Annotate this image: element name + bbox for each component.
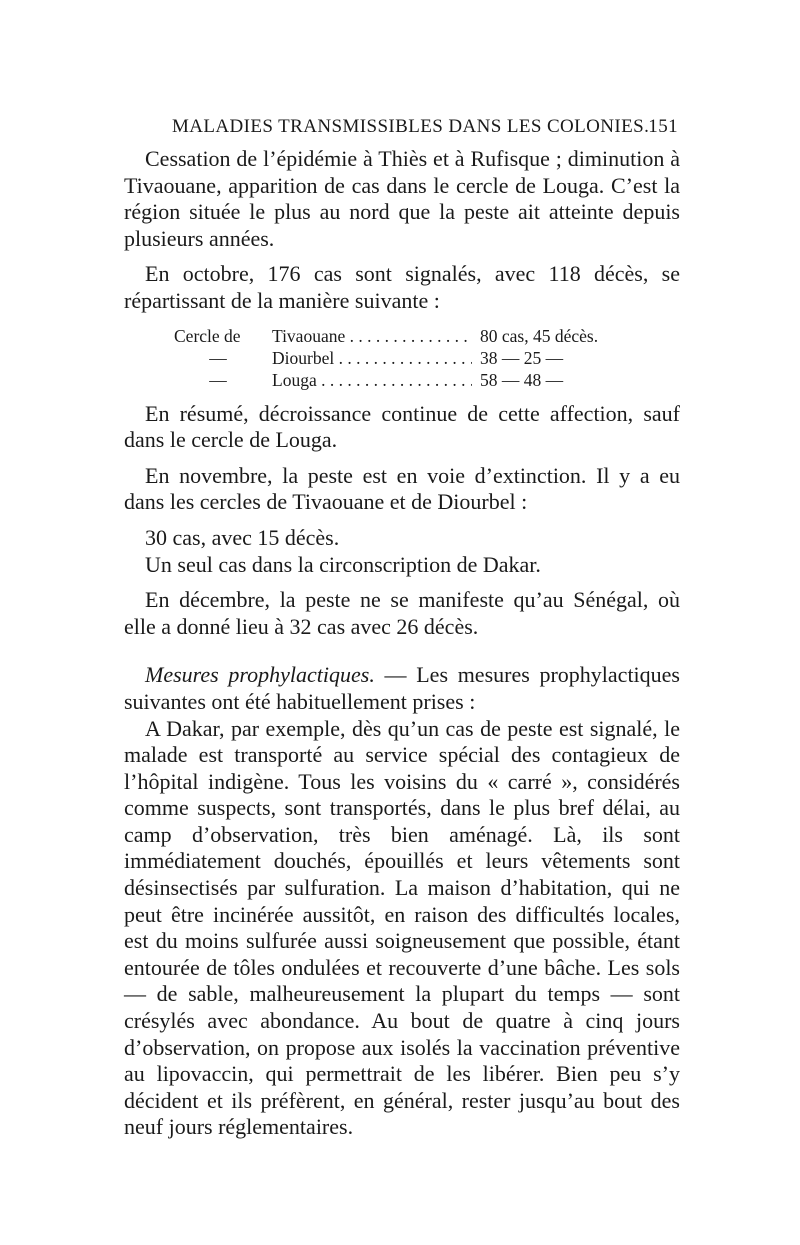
table-cell-label: — — [209, 369, 227, 390]
paragraph: Un seul cas dans la circonscription de Dakar. — [145, 551, 541, 577]
table-row — [174, 369, 644, 391]
table-cell-label: Cercle de — [174, 325, 241, 346]
body-text — [124, 146, 680, 1141]
table-cell-figures: 38 — 25 — — [480, 347, 564, 368]
paragraph — [124, 662, 680, 715]
table-row — [174, 325, 644, 347]
table-row — [174, 347, 644, 369]
table-cell-place: Tivaouane . . . — [272, 325, 472, 347]
section-title: Mesures prophylactiques. — [145, 662, 375, 688]
table-cell-figures: 58 — 48 — — [480, 369, 564, 390]
page-number: 151 — [648, 116, 678, 137]
page-header — [172, 116, 678, 142]
running-title: MALADIES TRANSMISSIBLES DANS LES COLONIES. — [172, 116, 650, 137]
paragraph: A Dakar, par exemple, dès qu’un cas de peste est signalé, le malade est transporté au service spécial des contagieux de l’hôpital indigène. Tous les voisins du « carré », considérés comme suspects, sont transportés, dans le plus bref délai, au camp d’observation, très bien aménagé. Là, ils sont immédiatement douchés, épouillés et leurs vêtements sont désinsectisés par sulfuration. La maison d’habitation, qui ne peut être incinérée aussitôt, en raison des difficultés locales, est du moins sulfurée aussi soigneusement que possible, étant entourée de tôles ondulées et recouverte d’une bâche. Les sols — de sable, malheureusement la plupart du temps — sont crésylés avec abondance. Au bout de quatre à cinq jours d’observation, on propose aux isolés la vaccination préventive au lipovaccin, qui permettrait de les libérer. Bien peu s’y décident et ils préfèrent, en général, rester jusqu’au bout des neuf jours réglementaires. — [124, 715, 680, 1140]
table-cell-label: — — [209, 347, 227, 368]
table-cell-figures: 80 cas, 45 décès. — [480, 325, 599, 346]
paragraph: En résumé, décroissance continue de cette affection, sauf dans le cercle de Louga. — [124, 400, 680, 453]
cases-table — [174, 325, 644, 391]
section-intro: — Les mesures prophylactiques suivantes ont été habituellement prises : — [124, 662, 680, 714]
paragraph: En décembre, la peste ne se manifeste qu’au Sénégal, où elle a donné lieu à 32 cas avec 26 décès. — [124, 587, 680, 639]
paragraph: Cessation de l’épidémie à Thiès et à Rufisque ; diminution à Tivaouane, apparition de cas dans le cercle de Louga. C’est la région située le plus au nord que la peste ait atteinte depuis plusieurs années. — [124, 146, 680, 251]
table-cell-place: Diourbel . . . — [272, 347, 472, 369]
paragraph: En octobre, 176 cas sont signalés, avec 118 décès, se répartissant de la manière suivante : — [124, 261, 680, 313]
paragraph: En novembre, la peste est en voie d’extinction. Il y a eu dans les cercles de Tivaouane et de Diourbel : — [124, 462, 680, 515]
table-cell-place: Louga . . . — [272, 369, 472, 391]
paragraph: 30 cas, avec 15 décès. — [145, 524, 340, 550]
